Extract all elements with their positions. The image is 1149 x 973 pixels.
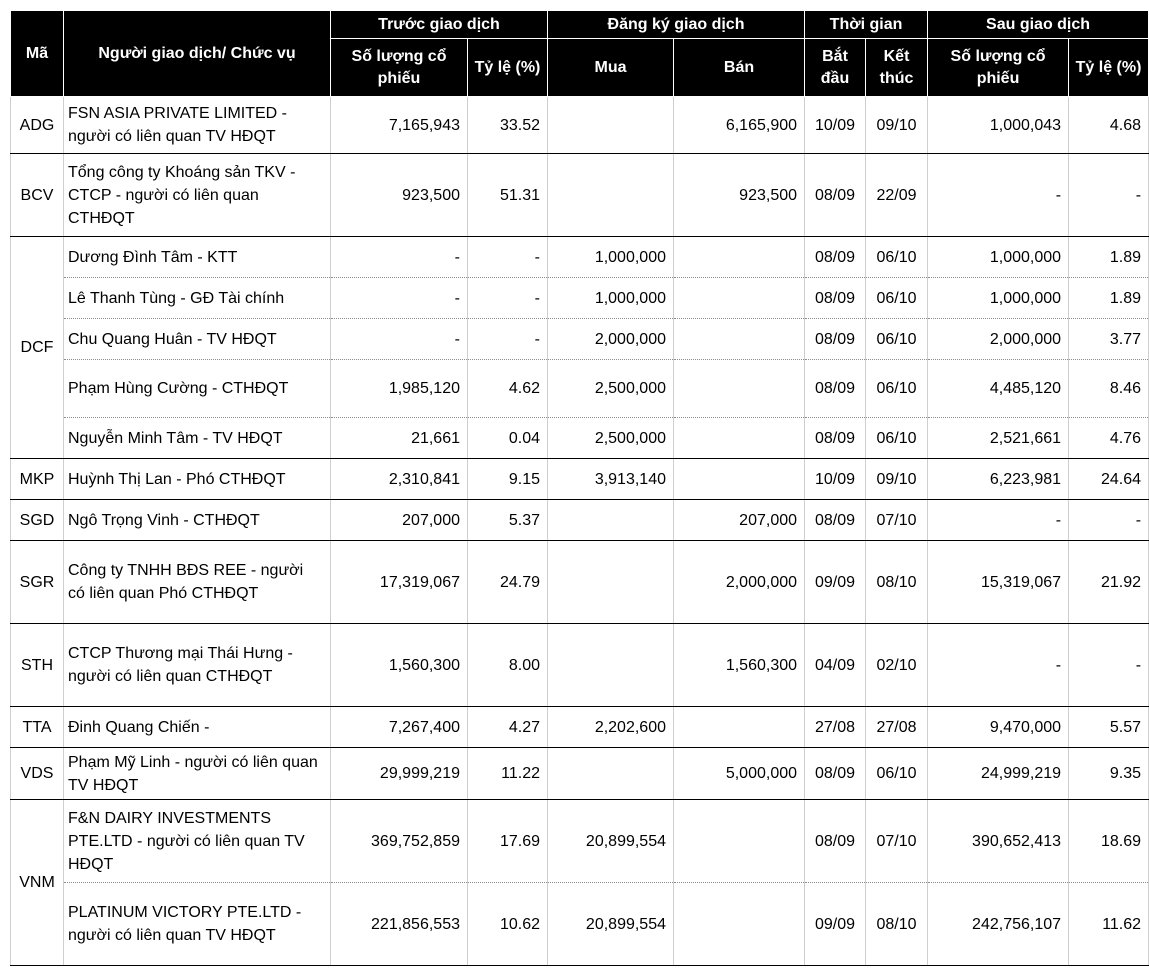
after-ratio-cell: 1.89 [1069,237,1149,278]
before-qty-cell: 2,310,841 [331,459,468,500]
after-ratio-cell: 24.64 [1069,459,1149,500]
before-qty-cell: 221,856,553 [331,883,468,966]
person-cell: Huỳnh Thị Lan - Phó CTHĐQT [64,459,331,500]
after-ratio-cell: 4.68 [1069,97,1149,154]
buy-cell: 1,000,000 [548,237,674,278]
before-ratio-cell: 10.62 [468,883,548,966]
before-ratio-cell: - [468,278,548,319]
table-row [11,748,1149,800]
before-qty-cell: 29,999,219 [331,748,468,800]
person-cell: CTCP Thương mại Thái Hưng - người có liên quan CTHĐQT [64,624,331,707]
sell-cell [674,360,805,418]
buy-cell [548,748,674,800]
start-cell: 08/09 [805,748,866,800]
before-ratio-cell: 5.37 [468,500,548,541]
start-cell: 09/09 [805,541,866,624]
buy-cell [548,541,674,624]
buy-cell [548,500,674,541]
ticker-cell: SGD [11,500,64,541]
before-qty-cell: 369,752,859 [331,800,468,883]
header-register: Đăng ký giao dịch [548,11,805,39]
after-ratio-cell: - [1069,500,1149,541]
sell-cell: 207,000 [674,500,805,541]
start-cell: 08/09 [805,500,866,541]
after-ratio-cell: 21.92 [1069,541,1149,624]
after-qty-cell: 2,000,000 [928,319,1069,360]
after-ratio-cell: - [1069,624,1149,707]
buy-cell [548,97,674,154]
ticker-cell: MKP [11,459,64,500]
buy-cell: 2,500,000 [548,418,674,459]
before-qty-cell: 17,319,067 [331,541,468,624]
insider-trading-table [10,10,1149,966]
person-cell: Phạm Hùng Cường - CTHĐQT [64,360,331,418]
after-ratio-cell: - [1069,154,1149,237]
before-qty-cell: 7,165,943 [331,97,468,154]
after-qty-cell: 242,756,107 [928,883,1069,966]
end-cell: 06/10 [866,319,928,360]
buy-cell: 2,500,000 [548,360,674,418]
after-qty-cell: - [928,154,1069,237]
buy-cell [548,624,674,707]
before-ratio-cell: 9.15 [468,459,548,500]
sell-cell [674,319,805,360]
sell-cell [674,237,805,278]
before-ratio-cell: 0.04 [468,418,548,459]
before-ratio-cell: 8.00 [468,624,548,707]
start-cell: 08/09 [805,418,866,459]
ticker-cell: TTA [11,707,64,748]
person-cell: FSN ASIA PRIVATE LIMITED - người có liên quan TV HĐQT [64,97,331,154]
after-qty-cell: 1,000,000 [928,237,1069,278]
after-qty-cell: 15,319,067 [928,541,1069,624]
after-qty-cell: 1,000,000 [928,278,1069,319]
before-ratio-cell: 24.79 [468,541,548,624]
before-qty-cell: 7,267,400 [331,707,468,748]
table-row [11,237,1149,278]
before-qty-cell: 923,500 [331,154,468,237]
person-cell: Tổng công ty Khoáng sản TKV - CTCP - người có liên quan CTHĐQT [64,154,331,237]
start-cell: 10/09 [805,459,866,500]
sell-cell [674,278,805,319]
before-qty-cell: - [331,319,468,360]
sell-cell [674,459,805,500]
person-cell: PLATINUM VICTORY PTE.LTD - người có liên quan TV HĐQT [64,883,331,966]
buy-cell: 20,899,554 [548,883,674,966]
person-cell: Phạm Mỹ Linh - người có liên quan TV HĐQT [64,748,331,800]
end-cell: 06/10 [866,418,928,459]
after-qty-cell: 1,000,043 [928,97,1069,154]
before-qty-cell: - [331,278,468,319]
end-cell: 22/09 [866,154,928,237]
header-before-qty: Số lượng cổ phiếu [331,39,468,97]
buy-cell [548,154,674,237]
before-ratio-cell: 4.62 [468,360,548,418]
table-row [11,500,1149,541]
end-cell: 07/10 [866,800,928,883]
table-row [11,154,1149,237]
before-qty-cell: 1,560,300 [331,624,468,707]
ticker-cell: STH [11,624,64,707]
buy-cell: 1,000,000 [548,278,674,319]
sell-cell: 1,560,300 [674,624,805,707]
after-ratio-cell: 5.57 [1069,707,1149,748]
sell-cell [674,883,805,966]
after-ratio-cell: 4.76 [1069,418,1149,459]
before-ratio-cell: 51.31 [468,154,548,237]
after-ratio-cell: 11.62 [1069,883,1149,966]
buy-cell: 2,000,000 [548,319,674,360]
after-qty-cell: 6,223,981 [928,459,1069,500]
sell-cell [674,707,805,748]
after-ratio-cell: 1.89 [1069,278,1149,319]
header-sell: Bán [674,39,805,97]
header-after: Sau giao dịch [928,11,1149,39]
after-qty-cell: - [928,500,1069,541]
end-cell: 06/10 [866,748,928,800]
start-cell: 10/09 [805,97,866,154]
after-qty-cell: 2,521,661 [928,418,1069,459]
person-cell: Lê Thanh Tùng - GĐ Tài chính [64,278,331,319]
before-qty-cell: 21,661 [331,418,468,459]
table-row [11,459,1149,500]
before-qty-cell: 207,000 [331,500,468,541]
header-before: Trước giao dịch [331,11,548,39]
after-ratio-cell: 3.77 [1069,319,1149,360]
table-row [11,707,1149,748]
sell-cell [674,418,805,459]
before-qty-cell: - [331,237,468,278]
end-cell: 08/10 [866,541,928,624]
after-qty-cell: 24,999,219 [928,748,1069,800]
header-start: Bắt đầu [805,39,866,97]
end-cell: 27/08 [866,707,928,748]
person-cell: F&N DAIRY INVESTMENTS PTE.LTD - người có liên quan TV HĐQT [64,800,331,883]
end-cell: 06/10 [866,278,928,319]
end-cell: 08/10 [866,883,928,966]
header-person [64,11,331,97]
sell-cell [674,800,805,883]
after-ratio-cell: 18.69 [1069,800,1149,883]
person-cell: Đinh Quang Chiến - [64,707,331,748]
after-ratio-cell: 9.35 [1069,748,1149,800]
header-person-label: Người giao dịch/ Chức vụ [98,44,296,62]
after-qty-cell: 4,485,120 [928,360,1069,418]
before-ratio-cell: 17.69 [468,800,548,883]
table-row [11,319,1149,360]
sell-cell: 2,000,000 [674,541,805,624]
before-qty-cell: 1,985,120 [331,360,468,418]
before-ratio-cell: 11.22 [468,748,548,800]
header-buy: Mua [548,39,674,97]
start-cell: 08/09 [805,360,866,418]
start-cell: 08/09 [805,319,866,360]
table-row [11,360,1149,418]
ticker-cell: BCV [11,154,64,237]
table-row [11,624,1149,707]
header-code: Mã [11,11,64,97]
end-cell: 06/10 [866,360,928,418]
buy-cell: 2,202,600 [548,707,674,748]
table-row [11,278,1149,319]
buy-cell: 20,899,554 [548,800,674,883]
table-row [11,541,1149,624]
start-cell: 09/09 [805,883,866,966]
before-ratio-cell: - [468,237,548,278]
end-cell: 09/10 [866,459,928,500]
sell-cell: 6,165,900 [674,97,805,154]
end-cell: 09/10 [866,97,928,154]
before-ratio-cell: 4.27 [468,707,548,748]
end-cell: 06/10 [866,237,928,278]
table-row [11,883,1149,966]
person-cell: Công ty TNHH BĐS REE - người có liên quan Phó CTHĐQT [64,541,331,624]
after-qty-cell: 9,470,000 [928,707,1069,748]
end-cell: 07/10 [866,500,928,541]
sell-cell: 5,000,000 [674,748,805,800]
before-ratio-cell: - [468,319,548,360]
header-end: Kết thúc [866,39,928,97]
after-qty-cell: 390,652,413 [928,800,1069,883]
start-cell: 27/08 [805,707,866,748]
after-qty-cell: - [928,624,1069,707]
end-cell: 02/10 [866,624,928,707]
header-after-ratio: Tỷ lệ (%) [1069,39,1149,97]
person-cell: Chu Quang Huân - TV HĐQT [64,319,331,360]
table-row [11,418,1149,459]
ticker-cell: VDS [11,748,64,800]
start-cell: 08/09 [805,800,866,883]
before-ratio-cell: 33.52 [468,97,548,154]
buy-cell: 3,913,140 [548,459,674,500]
table-row [11,800,1149,883]
ticker-cell: SGR [11,541,64,624]
table-body [11,97,1149,966]
ticker-cell: ADG [11,97,64,154]
start-cell: 08/09 [805,154,866,237]
table-row [11,97,1149,154]
ticker-cell: DCF [11,237,64,459]
header-after-qty: Số lượng cổ phiếu [928,39,1069,97]
start-cell: 08/09 [805,278,866,319]
person-cell: Nguyễn Minh Tâm - TV HĐQT [64,418,331,459]
start-cell: 08/09 [805,237,866,278]
person-cell: Dương Đình Tâm - KTT [64,237,331,278]
ticker-cell: VNM [11,800,64,966]
start-cell: 04/09 [805,624,866,707]
after-ratio-cell: 8.46 [1069,360,1149,418]
header-before-ratio: Tỷ lệ (%) [468,39,548,97]
header-time: Thời gian [805,11,928,39]
sell-cell: 923,500 [674,154,805,237]
person-cell: Ngô Trọng Vinh - CTHĐQT [64,500,331,541]
